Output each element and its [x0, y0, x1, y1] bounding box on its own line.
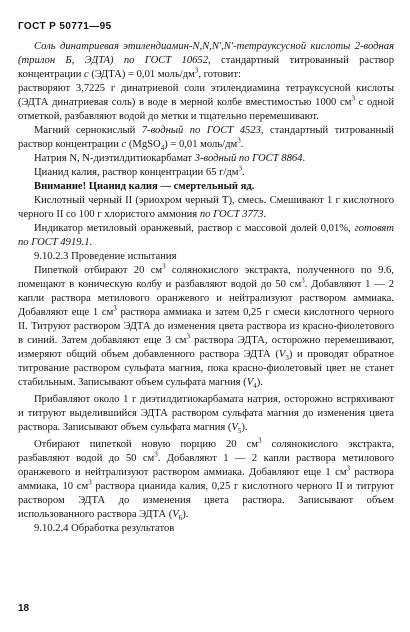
warning-text: Внимание! Цианид калия — смертельный яд. — [34, 181, 255, 192]
section-heading-procedure: 9.10.2.3 Проведение испытания — [34, 251, 177, 262]
paragraph-potassium-cyanide: Цианид калия, раствор концентрации 65 $г/дм^3$. — [34, 164, 245, 178]
paragraph-methyl-orange: Индикатор метиловый оранжевый, раствор с массовой долей 0,01%, готовят по ГОСТ 4919.1. — [18, 223, 394, 248]
paragraph-back-titration: Прибавляют около 1 г диэтилдитиокарбамата натрия, осторожно встряхивают и титруют выделившийся ЭДТА раствором сульфата магния до изменения цвета раствора. Записывают объем сульфата магния $(V_5)$. — [18, 394, 394, 436]
page-number: 18 — [18, 603, 30, 614]
paragraph-edta-prep: растворяют 3,7225 г динатриевой соли этилендиамина тетрауксусной кислоты (ЭДТА динатриевая соль) в воде в мерной колбе вместимостью 1000 $см^3$ с одной отметкой, разбавляют водой до метки и тщательно перемешивают. — [18, 83, 394, 122]
paragraph-procedure: Пипеткой отбирают 20 $см^3$ солянокислого экстракта, полученного по 9.6, помещают в коническую колбу и разбавляют водой до 50 $см^3$. Добавляют 1 — 2 капли раствора метилового оранжевого и нейтрализуют раствором аммиака. Добавляют еще 1 $см^3$ раствора аммиака и затем 0,25 г смеси кислотного черного II. Титруют раствором ЭДТА до изменения цвета раствора из красно-фиолетового в синий. Затем добавляют еще 3 $см^3$ раствора ЭДТА, осторожно перемешивают, измеряют общий объем добавленного раствора ЭДТА $(V_3)$ и проводят обратное титрование раствором сульфата магния, пока красно-фиолетовый цвет не станет стабильным. Записывают объем сульфата магния $(V_4)$. — [18, 262, 394, 391]
section-heading-results: 9.10.2.4 Обработка результатов — [34, 523, 175, 534]
paragraph-magnesium-sulfate: Магний сернокислый 7-водный по ГОСТ 4523, стандартный титрованный раствор концентрации c (MgSO$_4$) = 0,01 моль/$дм^3$. — [18, 125, 394, 153]
paragraph-cyanide-titration: Отбирают пипеткой новую порцию 20 $см^3$ солянокислого экстракта, разбавляют водой до 50 $см^3$. Добавляют 1 — 2 капли раствора метилового оранжевого и нейтрализуют раствором аммиака. Добавляют еще 1 $см^3$ раствора аммиака, 10 $см^3$ раствора цианида калия, 0,25 г кислотного черного II и титруют раствором ЭДТА до изменения цвета раствора. Записывают объем использованного раствора ЭДТА $(V_6)$. — [18, 436, 394, 523]
paragraph-acid-black: Кислотный черный II (эриохром черный Т), смесь. Смешивают 1 г кислотного черного II со 100 г хлористого аммония по ГОСТ 3773. — [18, 195, 394, 220]
paragraph-sodium-dtc: Натрия N, N-диэтилдитиокарбамат 3-водный по ГОСТ 8864. — [34, 153, 306, 164]
standard-header: ГОСТ Р 50771—95 — [18, 21, 112, 32]
paragraph-trilon-b: Соль динатриевая этилендиамин-N,N,N',N'-тетрауксусной кислоты 2-водная (трилон Б, ЭДТА) по ГОСТ 10652, стандартный титрованный раствор концентрации c (ЭДТА) = 0,01 моль/$дм^3$, готовит: — [18, 41, 394, 80]
reagent-name: Соль динатриевая этилендиамин-N,N,N',N'-тетрауксусной кислоты 2-водная (трилон Б, ЭДТА) по ГОСТ 10652 — [18, 41, 394, 66]
